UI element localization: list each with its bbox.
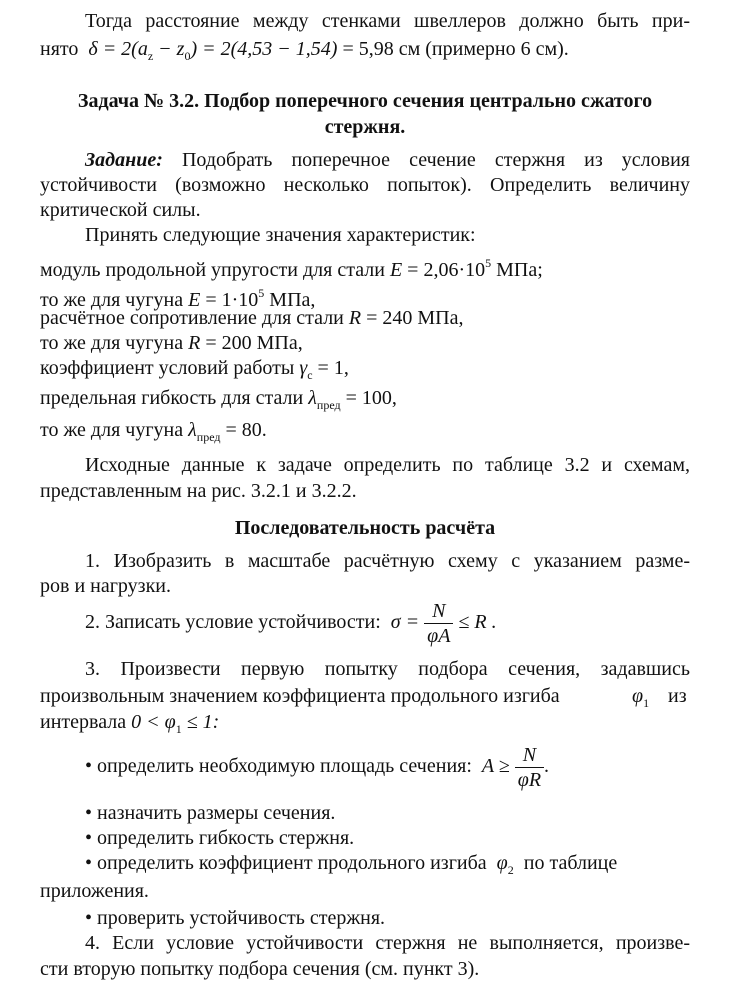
phi2-symbol: $\varphi_2$ [491,852,514,877]
step-3-line-2-end: из [668,685,687,707]
bullet-flexibility: • определить гибкость стержня. [85,827,355,849]
param-flexibility-cast-iron [40,417,267,450]
assignment-line-3: критической силы. [40,199,201,221]
accept-line: Принять следующие значения характеристик: [85,224,476,246]
intro-line-1: Тогда расстояние между стенками швеллеров должно быть при- [85,10,690,32]
task-heading-line-1: Задача № 3.2. Подбор поперечного сечения центрально сжатого [77,90,653,112]
param-resistance-cast-iron [40,330,303,356]
step-4-line-2: сти вторую попытку подбора сечения (см. пункт 3). [40,958,480,980]
bullet-coefficient-cont: приложения. [40,880,149,902]
source-line-2: представленным на рис. 3.2.1 и 3.2.2. [40,480,357,502]
area-dot: . [544,755,550,777]
param-value: = 100, [345,387,397,409]
param-text: предельная гибкость для стали [40,387,304,409]
param-unit: МПа; [496,259,543,281]
symbol-lambda: λ [308,387,317,409]
param-resistance-steel [40,305,464,331]
param-value: = 2,06·10 [407,259,486,281]
area-fraction: $\frac{N}{\varphi R}$ [515,743,544,792]
assignment-line-1-text: Подобрать поперечное сечение стержня из условия [181,149,691,171]
step-4-line-1: 4. Если условие устойчивости стержня не выполняется, произве- [85,932,690,954]
symbol-e: E [188,289,201,311]
param-text: модуль продольной упругости для стали [40,259,385,281]
bullet-area-text: • определить необходимую площадь сечения: [85,755,472,777]
param-value: = 80. [225,419,267,441]
symbol-gamma: $\gamma_c$ [299,357,313,382]
step-3-line-3 [40,709,219,742]
step-1-line-2: ров и нагрузки. [40,575,171,597]
lambda-subscript: пред [196,430,221,444]
param-value: = 1·10 [205,289,259,311]
param-value: = 200 МПа, [205,332,303,354]
phi-interval: $0 < \varphi_1 \le 1$: [131,711,220,736]
step-3-line-2 [40,683,690,709]
param-text: коэффициент условий работы [40,357,295,379]
assignment-label: Задание: [85,149,163,171]
param-value: = 1, [317,357,349,379]
phi1-symbol: $\varphi_1$ [632,685,650,710]
param-exponent: 5 [485,256,492,270]
step-3-line-3-text: интервала [40,711,127,733]
source-line-1: Исходные данные к задаче определить по таблице 3.2 и схемам, [85,454,690,476]
step-3-line-2-text: произвольным значением коэффициента продольного изгиба [40,685,560,707]
bullet-coefficient-text: • определить коэффициент продольного изгиба [85,852,487,874]
bullet-area [85,742,549,792]
intro-line-2-prefix: нято [40,38,79,60]
intro-line-2 [40,36,569,69]
param-text: то же для чугуна [40,289,184,311]
param-value: = 240 МПа, [366,307,464,329]
area-lhs: A ≥ [476,755,510,777]
sigma-symbol: σ = [385,611,420,633]
step-2-text: 2. Записать условие устойчивости: [85,611,381,633]
bullet-dimensions: • назначить размеры сечения. [85,802,336,824]
param-work-coefficient [40,355,349,388]
task-heading-line-2: стержня. [324,116,406,138]
symbol-r: R [348,307,362,329]
stability-tail: ≤ R . [458,611,497,633]
symbol-r: R [188,332,201,354]
assignment-line-2: устойчивости (возможно несколько попыток). Определить величину [40,174,690,196]
step-3-line-1: 3. Произвести первую попытку подбора сечения, задавшись [85,658,690,680]
intro-line-2-result: = 5,98 см (примерно 6 см). [342,38,569,60]
param-elastic-steel [40,250,543,283]
bullet-check: • проверить устойчивость стержня. [85,907,386,929]
bullet-coefficient [85,850,617,883]
param-text: то же для чугуна [40,419,184,441]
lambda-subscript: пред [316,398,341,412]
symbol-e: E [389,259,403,281]
param-text: то же для чугуна [40,332,184,354]
param-flexibility-steel [40,385,397,418]
bullet-coefficient-end: по таблице [523,852,618,874]
assignment-line-1 [85,147,690,173]
symbol-lambda: λ [188,419,197,441]
sequence-heading: Последовательность расчёта [234,517,496,539]
step-2 [85,598,497,648]
delta-formula: $\delta = 2(a_z - z_0) = 2(4,53 - 1,54)$ [83,38,338,63]
param-text: расчётное сопротивление для стали [40,307,344,329]
param-exponent: 5 [258,286,265,300]
step-1-line-1: 1. Изобразить в масштабе расчётную схему с указанием разме- [85,550,690,572]
param-unit: МПа, [269,289,316,311]
stability-fraction: $\frac{N}{\varphi A}$ [424,599,453,648]
